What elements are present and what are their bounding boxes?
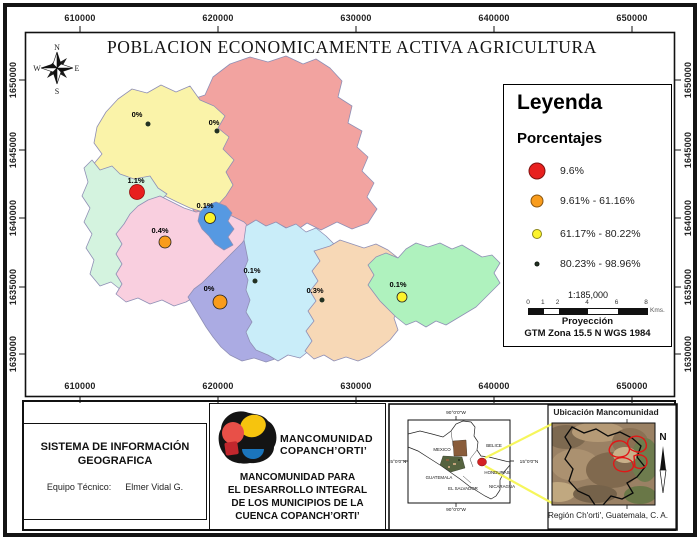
graduated-marker [146, 122, 151, 127]
team-credit [24, 482, 206, 492]
graduated-marker [253, 279, 258, 284]
scale-tick: 1 [540, 299, 545, 306]
country-label: GUATEMALA [425, 475, 453, 480]
grid-label-top: 630000 [340, 13, 372, 23]
team-label: Equipo Técnico: [46, 482, 112, 492]
sig-title-line1: SISTEMA DE INFORMACIÓN [40, 441, 190, 453]
grid-label-left: 1635000 [8, 268, 18, 306]
compass-north-label: N [54, 43, 60, 52]
description-line: DE LOS MUNICIPIOS DE LA [231, 498, 364, 509]
graduated-marker [320, 298, 325, 303]
graduated-marker [397, 292, 407, 302]
coord-label-top: 90°0'0"W [446, 411, 466, 416]
compass-south-label: S [54, 87, 60, 96]
country-label: EL SALVADOR [448, 486, 478, 491]
scale-tick: 8 [644, 299, 648, 306]
country-label: NICARAGUA [488, 484, 516, 489]
grid-label-left: 1630000 [8, 335, 18, 373]
graduated-marker [159, 236, 171, 248]
grid-label-top: 650000 [616, 13, 648, 23]
sig-title [24, 440, 206, 468]
grid-label-right: 1630000 [683, 335, 693, 373]
north-arrow-label: N [659, 432, 667, 443]
legend-panel [503, 84, 672, 347]
region-label: 0% [203, 284, 215, 293]
description-line: EL DESARROLLO INTEGRAL [227, 485, 368, 496]
team-value: Elmer Vidal G. [125, 482, 184, 492]
legend-item [504, 224, 671, 244]
scale-bar [528, 308, 648, 315]
footer-left-panel [23, 423, 207, 520]
grid-label-bottom: 650000 [616, 381, 648, 391]
scale-unit: Kms. [650, 307, 665, 314]
country-label: HONDURAS [484, 470, 510, 475]
legend-subtitle: Porcentajes [517, 130, 603, 147]
region-label: 0.1% [196, 201, 214, 210]
grid-label-bottom: 630000 [340, 381, 372, 391]
graduated-marker [130, 185, 145, 200]
location-map [540, 407, 668, 520]
footer-right-panel [388, 403, 678, 531]
grid-label-right: 1645000 [683, 131, 693, 169]
grid-label-left: 1650000 [8, 61, 18, 99]
grid-label-right: 1640000 [683, 199, 693, 237]
graduated-marker [213, 295, 227, 309]
logo-wordmark-line2: COPANCH’ORTI’ [280, 444, 368, 457]
legend-item-label: 80.23% - 98.96% [560, 258, 641, 270]
coord-label-left: 15°0'0"N [388, 460, 407, 465]
scale-tick: 0 [526, 299, 530, 306]
scale-tick: 2 [555, 299, 560, 306]
peten-region [453, 440, 467, 456]
grid-label-bottom: 610000 [64, 381, 96, 391]
grid-label-top: 640000 [478, 13, 510, 23]
region-label: 0.4% [151, 226, 169, 235]
legend-item-label: 9.61% - 61.16% [560, 195, 635, 207]
legend-item [504, 161, 671, 181]
grid-label-left: 1645000 [8, 131, 18, 169]
projection-value: GTM Zona 15.5 N WGS 1984 [524, 328, 651, 339]
graduated-marker [215, 129, 220, 134]
country-label: BELICE [486, 443, 502, 448]
projection-title: Proyección [561, 316, 614, 327]
graduated-marker [205, 213, 216, 224]
logo-wordmark [280, 434, 373, 457]
legend-swatch-medium [531, 195, 544, 208]
scale-ratio: 1:185,000 [567, 290, 609, 300]
grid-label-left: 1640000 [8, 199, 18, 237]
location-maps [388, 403, 678, 531]
grid-label-top: 620000 [202, 13, 234, 23]
legend-swatch-small [532, 229, 542, 239]
description-line: CUENCA COPANCH’ORTI’ [235, 511, 360, 522]
country-label: MEXICO [433, 447, 451, 452]
legend-item-label: 9.6% [560, 165, 584, 177]
grid-label-right: 1635000 [683, 268, 693, 306]
scale-tick: 4 [585, 299, 589, 306]
scale-tick-labels [504, 299, 671, 307]
grid-label-top: 610000 [64, 13, 96, 23]
legend-title: Leyenda [517, 91, 603, 114]
region-label: 0% [208, 118, 220, 127]
region-label: 0.1% [389, 280, 407, 289]
legend-swatch-dot [535, 262, 540, 267]
compass-east-label: E [74, 64, 80, 73]
legend-item [504, 191, 671, 211]
map-title: POBLACION ECONOMICAMENTE ACTIVA AGRICULTURA [106, 37, 598, 57]
grid-label-bottom: 620000 [202, 381, 234, 391]
grid-label-right: 1650000 [683, 61, 693, 99]
legend-item [504, 254, 671, 274]
legend-swatch-large [529, 163, 546, 180]
scale-tick: 6 [614, 299, 619, 306]
coord-label-right: 15°0'0"N [519, 460, 539, 465]
mancomunidad-logo-icon [216, 408, 280, 466]
mancomunidad-location-dot [478, 458, 487, 466]
location-caption: Región Ch'orti', Guatemala, C. A. [547, 511, 669, 520]
legend-item-label: 61.17% - 80.22% [560, 228, 641, 240]
sig-title-line2: GEOGRAFICA [77, 455, 153, 467]
description-line: MANCOMUNIDAD PARA [239, 472, 356, 483]
region-label: 1.1% [127, 176, 145, 185]
region-label: 0.3% [306, 286, 324, 295]
region-label: 0% [131, 110, 143, 119]
compass-west-label: W [33, 64, 41, 73]
logo-wordmark-line1: MANCOMUNIDAD [280, 433, 373, 445]
coord-label-bottom: 90°0'0"W [446, 508, 466, 513]
location-title: Ubicación Mancomunidad [553, 407, 659, 417]
mancomunidad-description [210, 471, 385, 523]
region-label: 0.1% [243, 266, 261, 275]
footer-center-panel [209, 403, 386, 531]
grid-label-bottom: 640000 [478, 381, 510, 391]
